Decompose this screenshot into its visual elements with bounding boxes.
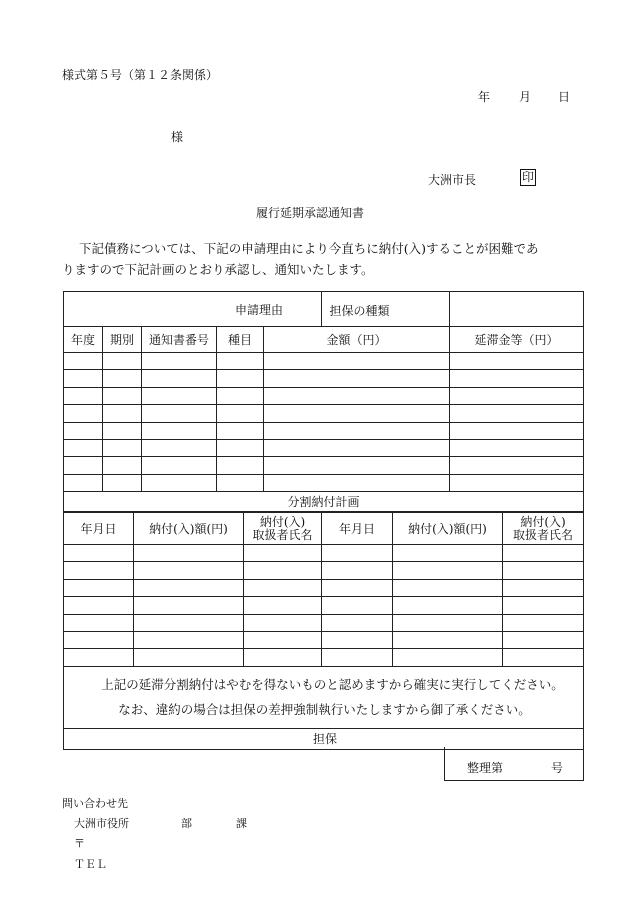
header-handler-1 — [244, 513, 322, 545]
debt-row-cell — [64, 353, 103, 370]
debt-row — [64, 405, 584, 422]
debt-row-cell — [450, 370, 584, 387]
notice-line-2: なお、違約の場合は担保の差押強制執行いたしますから御了承ください。 — [118, 702, 531, 718]
debt-row-cell — [264, 474, 450, 491]
installment-row-cell — [503, 597, 584, 614]
installment-row-cell — [322, 649, 393, 666]
installment-row — [64, 649, 584, 666]
reason-cell — [64, 292, 450, 327]
installment-row-cell — [244, 579, 322, 596]
debt-row-cell — [217, 439, 264, 456]
debt-row-cell — [264, 422, 450, 439]
contact-office: 大洲市役所 — [74, 817, 129, 830]
debt-row-cell — [217, 353, 264, 370]
debt-row-cell — [142, 439, 217, 456]
collateral-label: 担保 — [312, 732, 337, 747]
installment-row-cell — [322, 545, 393, 562]
installment-row-cell — [64, 631, 134, 648]
reason-label: 申請理由 — [235, 302, 284, 317]
debt-row-cell — [142, 405, 217, 422]
installment-row-cell — [503, 631, 584, 648]
date-day-label: 日 — [558, 90, 571, 104]
debt-row-cell — [64, 370, 103, 387]
debt-row-cell — [103, 405, 142, 422]
record-suffix: 号 — [551, 761, 564, 775]
debt-table — [63, 291, 584, 512]
debt-row-cell — [450, 405, 584, 422]
debt-row-cell — [264, 353, 450, 370]
debt-row — [64, 353, 584, 370]
installment-row — [64, 545, 584, 562]
debt-row-cell — [450, 457, 584, 474]
installment-row-cell — [134, 614, 244, 631]
installment-row-cell — [134, 562, 244, 579]
debt-row-cell — [217, 405, 264, 422]
debt-row-cell — [450, 387, 584, 404]
date-month-label: 月 — [519, 90, 532, 104]
installment-row-cell — [503, 545, 584, 562]
installment-row-cell — [322, 579, 393, 596]
installment-row-cell — [134, 579, 244, 596]
installment-row-cell — [393, 579, 503, 596]
debt-row-cell — [64, 405, 103, 422]
header-handler-2-line1: 納付(入) — [520, 514, 566, 529]
installment-row — [64, 562, 584, 579]
installment-row-cell — [244, 614, 322, 631]
debt-row — [64, 439, 584, 456]
debt-row-cell — [142, 387, 217, 404]
header-period: 期別 — [103, 327, 142, 353]
debt-row-cell — [450, 353, 584, 370]
installment-row-cell — [322, 614, 393, 631]
header-payment-amount-2: 納付(入)額(円) — [393, 513, 503, 545]
installment-row-cell — [393, 597, 503, 614]
debt-row-cell — [264, 457, 450, 474]
installment-header-row — [64, 513, 584, 545]
header-handler-1-line2: 取扱者氏名 — [252, 527, 313, 542]
contact-postal-mark: 〒 — [74, 837, 85, 850]
installment-row-cell — [393, 631, 503, 648]
debt-row-cell — [142, 457, 217, 474]
header-fiscal-year: 年度 — [64, 327, 103, 353]
debt-row-cell — [103, 474, 142, 491]
document-title: 履行延期承認通知書 — [256, 206, 365, 220]
notice-line-1: 上記の延滞分割納付はやむを得ないものと認めますから確実に実行してください。 — [101, 677, 564, 693]
installment-row-cell — [134, 597, 244, 614]
installment-row-cell — [134, 545, 244, 562]
debt-row — [64, 457, 584, 474]
installment-row-cell — [64, 562, 134, 579]
installment-row-cell — [503, 649, 584, 666]
debt-row-cell — [103, 439, 142, 456]
installment-row-cell — [244, 545, 322, 562]
debt-row-cell — [103, 387, 142, 404]
header-late-fee: 延滞金等（円） — [450, 327, 584, 353]
debt-row-cell — [450, 422, 584, 439]
debt-row-cell — [103, 422, 142, 439]
installment-row-cell — [64, 545, 134, 562]
debt-row-cell — [450, 439, 584, 456]
installment-row-cell — [503, 614, 584, 631]
debt-row — [64, 474, 584, 491]
addressee-suffix: 様 — [171, 130, 184, 144]
installment-table — [63, 512, 584, 750]
debt-row-cell — [142, 353, 217, 370]
installment-row-cell — [322, 631, 393, 648]
installment-row-cell — [322, 597, 393, 614]
debt-row-cell — [142, 474, 217, 491]
installment-row-cell — [393, 649, 503, 666]
installment-row-cell — [503, 562, 584, 579]
debt-row — [64, 387, 584, 404]
installment-row-cell — [134, 649, 244, 666]
debt-row — [64, 422, 584, 439]
installment-row-cell — [244, 562, 322, 579]
intro-line-1: 下記債務については、下記の申請理由により今直ちに納付(入)することが困難であ — [79, 241, 539, 256]
installment-row-cell — [393, 562, 503, 579]
installment-row — [64, 631, 584, 648]
installment-row-cell — [244, 631, 322, 648]
debt-row-cell — [103, 457, 142, 474]
date-year-label: 年 — [478, 90, 491, 104]
debt-row-cell — [264, 405, 450, 422]
debt-row-cell — [217, 370, 264, 387]
installment-row-cell — [134, 631, 244, 648]
contact-tel: ＴＥＬ — [74, 858, 107, 871]
debt-row-cell — [217, 387, 264, 404]
debt-row-cell — [450, 474, 584, 491]
header-notice-number: 通知書番号 — [142, 327, 217, 353]
installment-row-cell — [64, 597, 134, 614]
debt-header-row — [64, 327, 584, 353]
installment-row — [64, 614, 584, 631]
header-handler-2-line2: 取扱者氏名 — [512, 527, 573, 542]
debt-row-cell — [64, 422, 103, 439]
header-handler-2 — [503, 513, 584, 545]
debt-row-cell — [64, 457, 103, 474]
debt-row-cell — [217, 474, 264, 491]
installment-row-cell — [244, 649, 322, 666]
notice-cell — [64, 666, 584, 728]
installment-row-cell — [64, 614, 134, 631]
debt-row-cell — [264, 370, 450, 387]
debt-row — [64, 370, 584, 387]
header-amount: 金額（円） — [264, 327, 450, 353]
debt-row-cell — [64, 439, 103, 456]
record-number-box — [444, 747, 584, 781]
installment-row-cell — [503, 579, 584, 596]
installment-row-cell — [393, 545, 503, 562]
installment-row — [64, 597, 584, 614]
debt-row-cell — [264, 439, 450, 456]
installment-row-cell — [64, 579, 134, 596]
installment-row-cell — [322, 562, 393, 579]
header-handler-1-line1: 納付(入) — [259, 514, 306, 529]
seal-mark: 印 — [522, 170, 535, 184]
debt-row-cell — [103, 353, 142, 370]
debt-row-cell — [142, 370, 217, 387]
header-payment-amount-1: 納付(入)額(円) — [134, 513, 244, 545]
debt-row-cell — [103, 370, 142, 387]
installment-row-cell — [244, 597, 322, 614]
header-date-2: 年月日 — [322, 513, 393, 545]
form-number: 様式第５号（第１２条関係） — [62, 68, 219, 82]
collateral-type-cell — [450, 292, 584, 327]
contact-heading: 問い合わせ先 — [62, 797, 128, 810]
debt-row-cell — [264, 387, 450, 404]
installment-row-cell — [393, 614, 503, 631]
installment-row-cell — [64, 649, 134, 666]
contact-dept: 部 — [181, 817, 192, 830]
debt-row-cell — [142, 422, 217, 439]
collateral-type-label: 担保の種類 — [329, 303, 390, 318]
installment-row — [64, 579, 584, 596]
debt-row-cell — [217, 422, 264, 439]
reason-divider — [321, 292, 322, 327]
debt-row-cell — [64, 387, 103, 404]
header-date-1: 年月日 — [64, 513, 134, 545]
installment-section-title: 分割納付計画 — [64, 492, 584, 512]
debt-row-cell — [64, 474, 103, 491]
issuer-name: 大洲市長 — [428, 173, 477, 187]
contact-section: 課 — [236, 817, 247, 830]
intro-line-2: りますので下記計画のとおり承認し、通知いたします。 — [62, 262, 374, 277]
record-label: 整理第 — [467, 761, 504, 775]
header-item-type: 種目 — [217, 327, 264, 353]
debt-row-cell — [217, 457, 264, 474]
